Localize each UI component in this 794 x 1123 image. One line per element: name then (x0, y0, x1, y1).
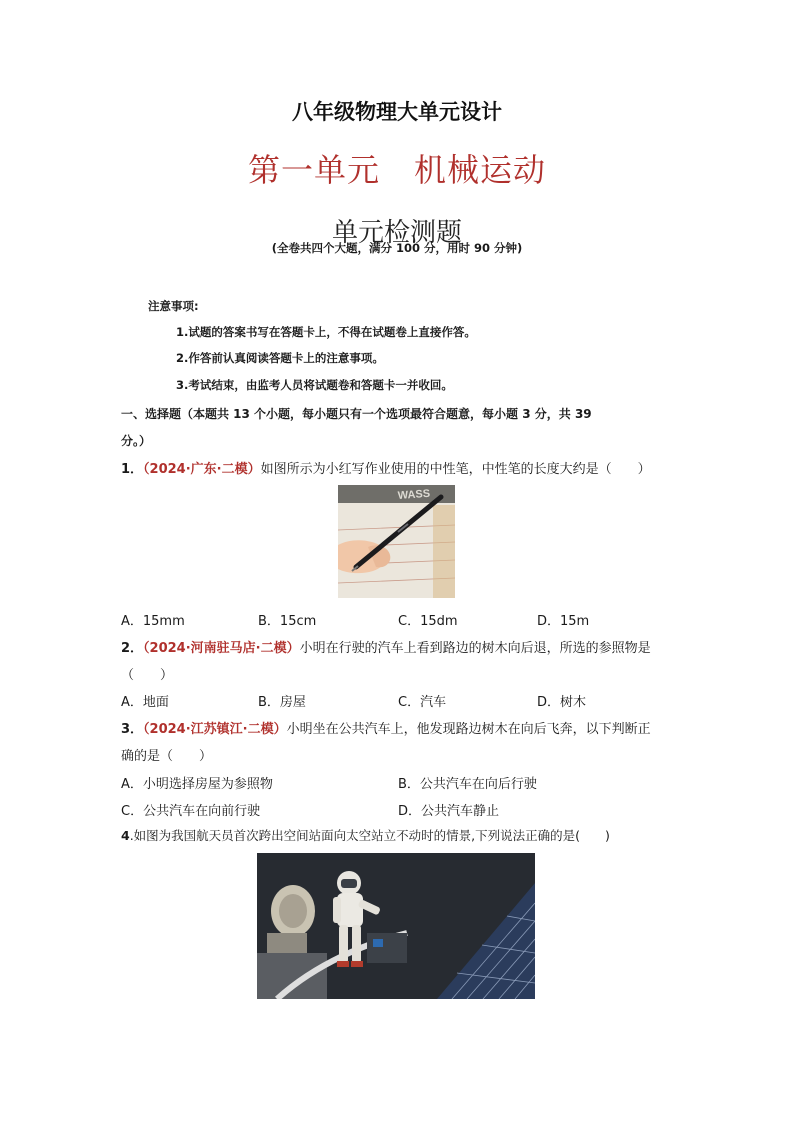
question-number: 4 (121, 828, 130, 843)
question-text: 小明坐在公共汽车上，他发现路边树木在向后飞奔，以下判断正 (286, 722, 651, 737)
test-title: 单元检测题 (331, 218, 462, 248)
section-heading-line1: 一、选择题（本题共 13 个小题，每小题只有一个选项最符合题意，每小题 3 分，共 39 (121, 407, 592, 421)
pen-hand-illustration (338, 485, 455, 598)
question-number: 1． (121, 462, 144, 477)
section-heading-line2: 分。） (121, 434, 152, 448)
option-d: D．树木 (537, 695, 587, 710)
note-item: 2.作答前认真阅读答题卡上的注意事项。 (176, 351, 384, 365)
option-a: A．15mm (121, 614, 185, 629)
question-source: （2024·广东·二模） (143, 462, 261, 477)
question-3-continued: 确的是（ ） (121, 749, 213, 764)
notes-heading: 注意事项: (148, 299, 199, 313)
subject-title: 八年级物理大单元设计 (292, 100, 502, 124)
option-a: A．地面 (121, 695, 169, 710)
option-a: A．小明选择房屋为参照物 (121, 777, 273, 792)
question-text: .如图为我国航天员首次跨出空间站面向太空站立不动时的情景,下列说法正确的是( ) (129, 828, 610, 843)
option-b: B．房屋 (258, 695, 306, 710)
option-b: B．15cm (258, 614, 317, 629)
astronaut-spacewalk-figure (257, 853, 535, 999)
unit-name: 机械运动 (414, 151, 547, 189)
question-text: 如图所示为小红写作业使用的中性笔，中性笔的长度大约是（ ） (260, 462, 651, 477)
question-source: （2024·河南驻马店·二模） (143, 641, 300, 656)
question-3 (121, 718, 651, 737)
exam-info: (全卷共四个大题，满分 100 分，用时 90 分钟) (271, 241, 523, 255)
unit-number: 第一单元 (247, 151, 380, 189)
option-c: C．公共汽车在向前行驶 (121, 804, 261, 819)
question-source: （2024·江苏镇江·二模） (143, 722, 287, 737)
question-2 (121, 637, 651, 656)
question-number: 2． (121, 641, 144, 656)
note-item: 3.考试结束，由监考人员将试题卷和答题卡一并收回。 (176, 378, 453, 392)
question-1 (121, 458, 651, 477)
note-item: 1.试题的答案书写在答题卡上，不得在试题卷上直接作答。 (176, 325, 476, 339)
option-d: D．公共汽车静止 (398, 804, 500, 819)
question-number: 3． (121, 722, 144, 737)
question-4 (121, 826, 610, 844)
option-d: D．15m (537, 614, 590, 629)
option-c: C．15dm (398, 614, 458, 629)
paper-header-text: WASS (397, 487, 431, 502)
pen-writing-figure (338, 485, 455, 598)
question-2-continued: （ ） (121, 668, 174, 683)
option-b: B．公共汽车在向后行驶 (398, 777, 537, 792)
unit-title (0, 145, 794, 191)
option-c: C．汽车 (398, 695, 447, 710)
astronaut-illustration (257, 853, 535, 999)
question-text: 小明在行驶的汽车上看到路边的树木向后退，所选的参照物是 (299, 641, 651, 656)
